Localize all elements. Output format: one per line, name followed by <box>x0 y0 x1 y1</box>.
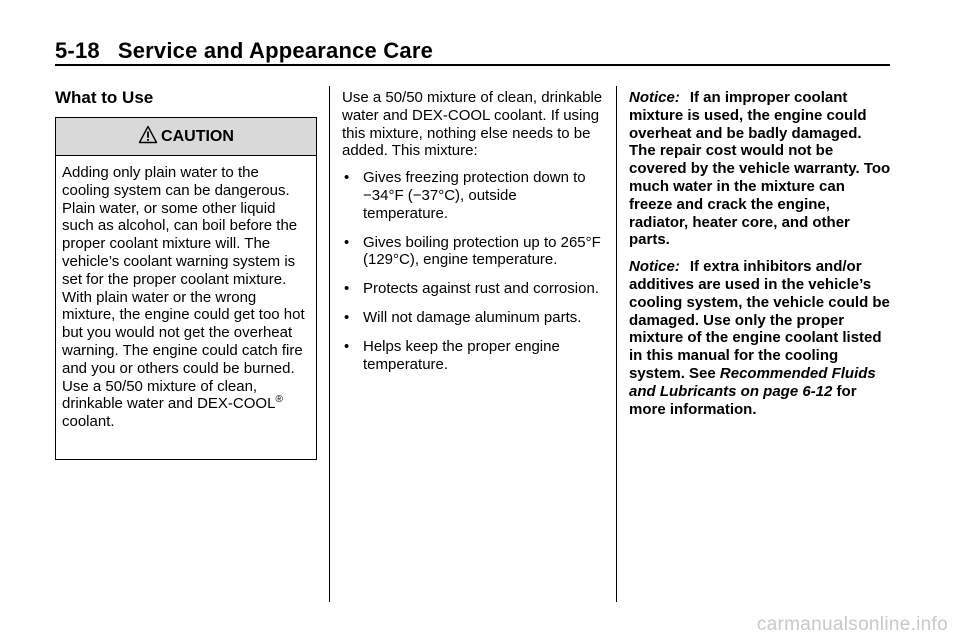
list-item-text: Protects against rust and corrosion. <box>363 280 599 298</box>
list-item-text: Gives boiling protection up to 265°F (129°C), engine temperature. <box>363 233 601 269</box>
caution-box <box>55 117 317 460</box>
middle-column <box>342 89 604 384</box>
left-column <box>55 88 317 460</box>
right-column <box>629 89 891 427</box>
bullet-icon: • <box>344 280 350 298</box>
cross-reference-link[interactable]: Recommended Fluids and Lubricants on page 6-12 <box>629 364 876 400</box>
registered-trademark: ® <box>275 394 283 406</box>
notice-paragraph <box>629 258 891 418</box>
list-item-text: Gives freezing protection down to −34°F (−37°C), outside temperature. <box>363 169 586 222</box>
bullet-icon: • <box>344 169 350 187</box>
notice-text: If an improper coolant mixture is used, the engine could overheat and be badly damaged. The repair cost would not be covered by the vehicle warranty. Too much water in the mixture can freeze and crack the engine, radiator, heater core, and other parts. <box>629 89 891 249</box>
notice-paragraph <box>629 89 891 249</box>
notice-label: Notice: <box>629 89 680 106</box>
page-title <box>55 38 433 64</box>
page-number: 5-18 <box>55 38 100 63</box>
column-divider-2 <box>616 86 617 602</box>
list-item <box>342 309 604 327</box>
header-rule <box>55 64 890 66</box>
caution-warning-icon <box>138 125 158 145</box>
notice-text: If extra inhibitors and/or additives are used in the vehicle’s cooling system, the vehicle could be damaged. Use only the proper mixture of the engine coolant listed in this manual for the cooling system. See <box>629 258 890 382</box>
list-item <box>342 338 604 374</box>
caution-body: Adding only plain water to the cooling system can be dangerous. Plain water, or some other liquid such as alcohol, can boil before the proper coolant mixture will. The vehicle’s coolant warning system is set for the proper coolant mixture. With plain water or the wrong mixture, the engine could get too hot but you would not get the overheat warning. The engine could catch fire and you or others could be burned. Use a 50/50 mixture of clean, drinkable water and DEX-COOL <box>62 164 305 413</box>
bullet-icon: • <box>344 308 350 326</box>
bullet-icon: • <box>344 337 350 355</box>
notice-label: Notice: <box>629 258 680 276</box>
section-heading: What to Use <box>55 88 154 107</box>
footer-watermark: carmanualsonline.info <box>756 614 948 635</box>
bullet-icon: • <box>344 233 350 251</box>
caution-title: CAUTION <box>161 127 234 145</box>
section-title: Service and Appearance Care <box>117 38 434 63</box>
list-item-text: Will not damage aluminum parts. <box>363 308 582 326</box>
list-item <box>342 280 604 298</box>
list-item-text: Helps keep the proper engine temperature. <box>363 337 560 373</box>
page-header <box>55 38 890 68</box>
list-item <box>342 234 604 270</box>
column-divider-1 <box>329 86 330 602</box>
intro-paragraph: Use a 50/50 mixture of clean, drinkable water and DEX-COOL coolant. If using this mixture, nothing else needs to be added. This mixture: <box>342 89 603 160</box>
bullet-list <box>342 169 604 373</box>
list-item <box>342 169 604 222</box>
caution-header <box>56 118 316 156</box>
caution-body-end: coolant. <box>62 413 115 431</box>
caution-text <box>56 156 316 431</box>
notice-text-end: for more information. <box>629 382 857 418</box>
